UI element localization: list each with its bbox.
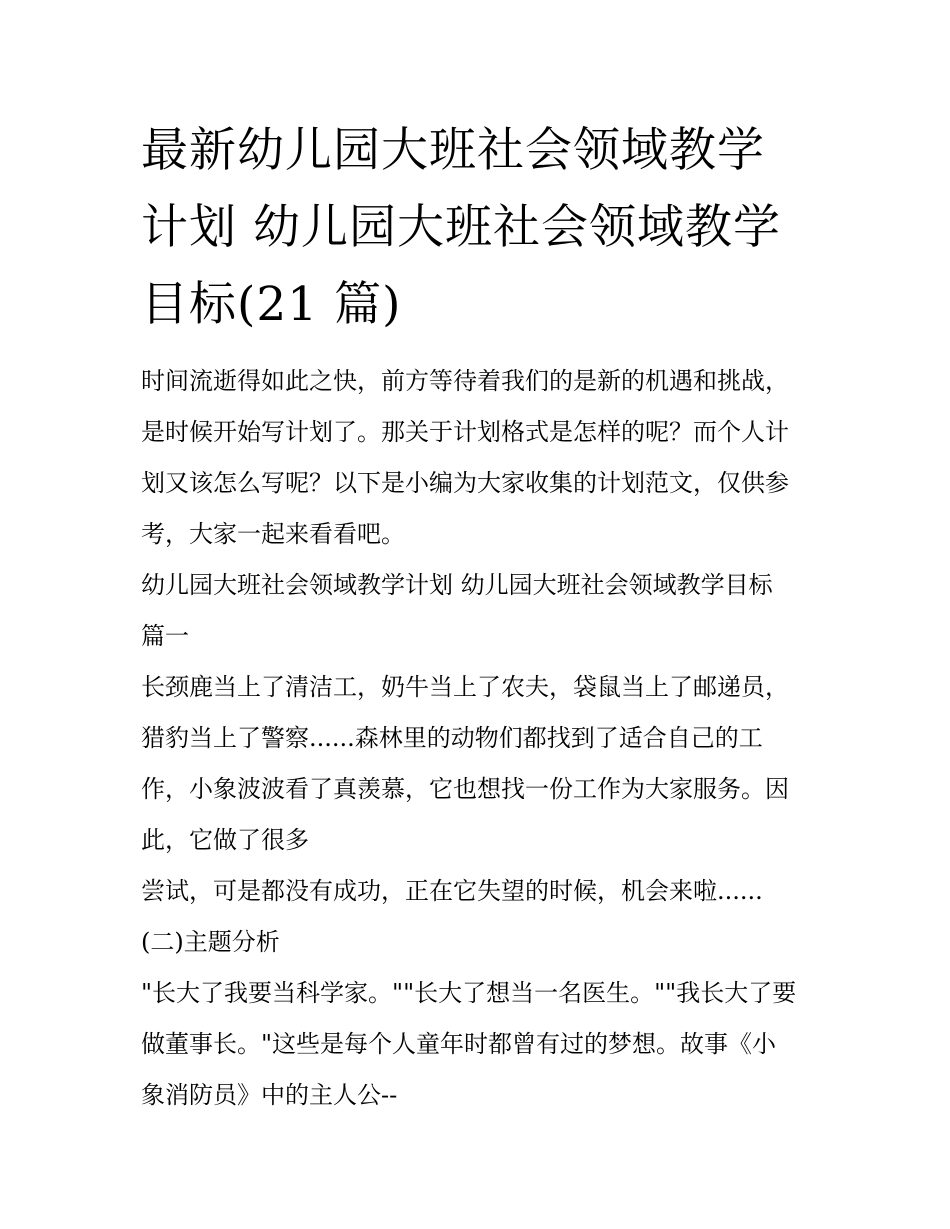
title-line: 最新幼儿园大班社会领域教学 [141, 123, 765, 178]
section-heading-line: 篇一 [141, 622, 189, 650]
body-line: 象消防员》中的主人公-- [141, 1081, 398, 1109]
body-line: 作，小象波波看了真羡慕，它也想找一份工作为大家服务。因 [141, 775, 789, 803]
document-body [141, 356, 821, 1121]
body-line: 尝试，可是都没有成功，正在它失望的时候，机会来啦...... [141, 877, 763, 905]
section-heading-line: 幼儿园大班社会领域教学计划 幼儿园大班社会领域教学目标 [141, 571, 773, 599]
body-line: 时间流逝得如此之快，前方等待着我们的是新的机遇和挑战， [141, 367, 789, 395]
body-line: 考，大家一起来看看吧。 [141, 520, 405, 548]
body-line: "长大了我要当科学家。""长大了想当一名医生。""我长大了要 [141, 979, 797, 1007]
body-line: 长颈鹿当上了清洁工，奶牛当上了农夫，袋鼠当上了邮递员， [141, 673, 789, 701]
document-title [141, 112, 821, 343]
body-line: 猎豹当上了警察......森林里的动物们都找到了适合自己的工 [141, 724, 763, 752]
body-line: 做董事长。"这些是每个人童年时都曾有过的梦想。故事《小 [141, 1030, 777, 1058]
title-line: 目标(21 篇) [141, 277, 402, 332]
body-line: 划又该怎么写呢？以下是小编为大家收集的计划范文，仅供参 [141, 469, 789, 497]
body-line: 此，它做了很多 [141, 826, 309, 854]
title-line: 计划 幼儿园大班社会领域教学 [141, 200, 781, 255]
body-line: 是时候开始写计划了。那关于计划格式是怎样的呢？而个人计 [141, 418, 789, 446]
subheading-line: (二)主题分析 [141, 928, 280, 956]
